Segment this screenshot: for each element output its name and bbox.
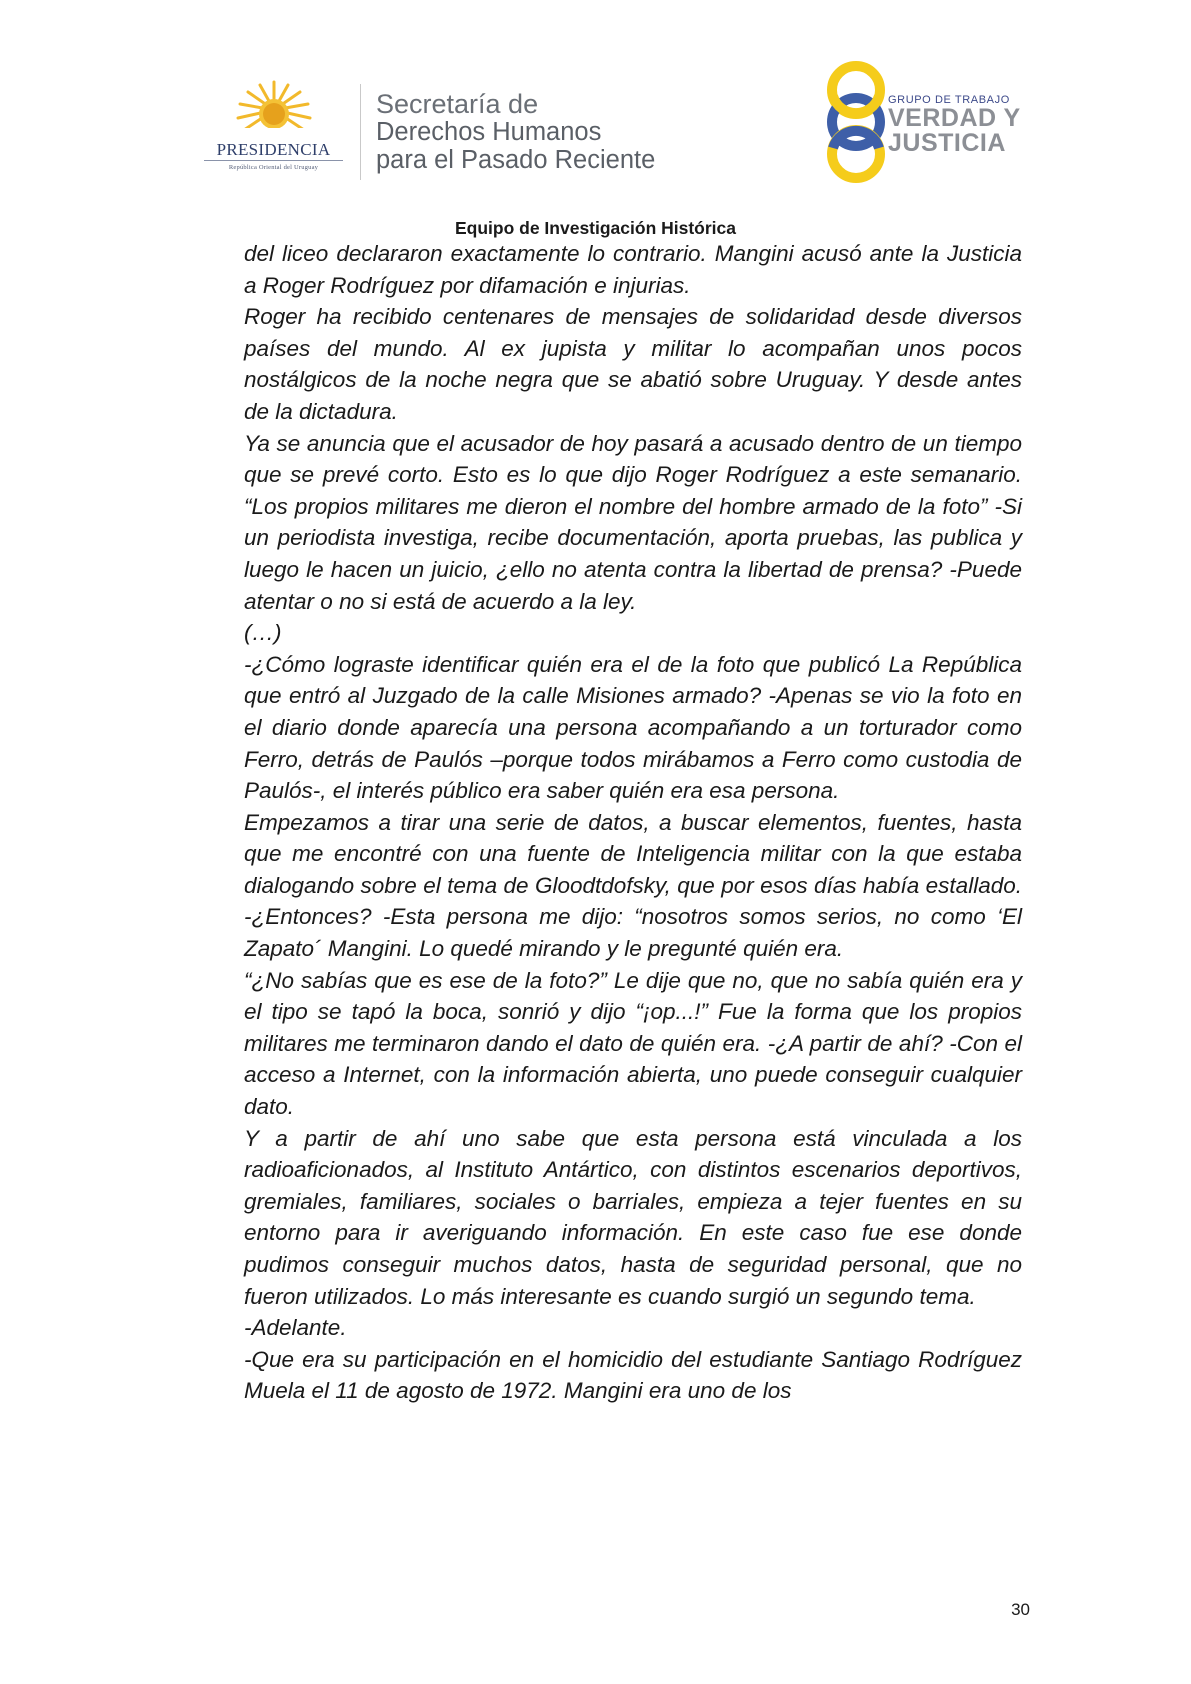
- page-header: [0, 0, 1191, 210]
- presidencia-subtitle: República Oriental del Uruguay: [228, 164, 319, 171]
- secretaria-line-1: Secretaría de: [376, 89, 539, 119]
- presidencia-logo: [196, 80, 351, 180]
- grupo-trabajo-line-2: JUSTICIA: [888, 129, 1006, 157]
- secretaria-logo-text: [376, 90, 655, 174]
- grupo-trabajo-label: GRUPO DE TRABAJO: [888, 94, 1010, 106]
- rings-logo-icon: [816, 60, 896, 185]
- presidencia-rule: [204, 160, 343, 161]
- paragraph: (…): [244, 620, 282, 646]
- secretaria-line-3: para el Pasado Reciente: [376, 146, 656, 174]
- page-number: 30: [1011, 1600, 1030, 1619]
- presidencia-title: PRESIDENCIA: [216, 140, 331, 159]
- grupo-trabajo-text: [888, 94, 1021, 156]
- grupo-trabajo-line-1: VERDAD Y: [888, 104, 1021, 132]
- paragraph: Empezamos a tirar una serie de datos, a buscar elementos, fuentes, hasta que me encontré con una fuente de Inteligencia militar con la que estaba dialogando sobre el tema de Gloodtdofsky, que por esos días había estallado. -¿Entonces? -Esta persona me dijo: “nosotros somos serios, no como ‘El Zapato´ Mangini. Lo quedé mirando y le pregunté quién era.: [244, 809, 1022, 962]
- secretaria-line-2: Derechos Humanos: [376, 118, 602, 146]
- paragraph: Roger ha recibido centenares de mensajes de solidaridad desde diversos países del mundo. Al ex jupista y militar lo acompañan unos pocos nostálgicos de la noche negra que se abatió sobre Uruguay. Y desde antes de la dictadura.: [244, 304, 1022, 424]
- paragraph: del liceo declararon exactamente lo contrario. Mangini acusó ante la Justicia a Roger Rodríguez por difamación e injurias.: [244, 241, 1022, 298]
- team-heading: Equipo de Investigación Histórica: [454, 218, 737, 238]
- paragraph: -Adelante.: [244, 1315, 347, 1341]
- paragraph: -¿Cómo lograste identificar quién era el de la foto que publicó La República que entró al Juzgado de la calle Misiones armado? -Apenas se vio la foto en el diario donde aparecía una persona acompañando a un torturador como Ferro, detrás de Paulós –porque todos mirábamos a Ferro como custodia de Paulós-, el interés público era saber quién era esa persona.: [244, 651, 1022, 804]
- sun-icon: [236, 80, 312, 140]
- header-divider: [360, 84, 361, 180]
- paragraph: Y a partir de ahí uno sabe que esta persona está vinculada a los radioaficionados, al Instituto Antártico, con distintos escenarios deportivos, gremiales, familiares, sociales o barriales, empieza a tejer fuentes en su entorno para ir averiguando información. En este caso fue ese donde pudimos conseguir muchos datos, hasta de seguridad personal, que no fueron utilizados. Lo más interesante es cuando surgió un segundo tema.: [244, 1125, 1022, 1309]
- document-body: [244, 238, 1022, 1407]
- paragraph: -Que era su participación en el homicidio del estudiante Santiago Rodríguez Muela el 11 de agosto de 1972. Mangini era uno de los: [244, 1346, 1022, 1404]
- paragraph: “¿No sabías que es ese de la foto?” Le dije que no, que no sabía quién era y el tipo se tapó la boca, sonrió y dijo “¡op...!” Fue la forma que los propios militares me terminaron dando el dato de quién era. -¿A partir de ahí? -Con el acceso a Internet, con la información abierta, uno puede conseguir cualquier dato.: [244, 967, 1022, 1120]
- paragraph: Ya se anuncia que el acusador de hoy pasará a acusado dentro de un tiempo que se prevé corto. Esto es lo que dijo Roger Rodríguez a este semanario. “Los propios militares me dieron el nombre del hombre armado de la foto” -Si un periodista investiga, recibe documentación, aporta pruebas, las publica y luego le hacen un juicio, ¿ello no atenta contra la libertad de prensa? -Puede atentar o no si está de acuerdo a la ley.: [244, 430, 1022, 614]
